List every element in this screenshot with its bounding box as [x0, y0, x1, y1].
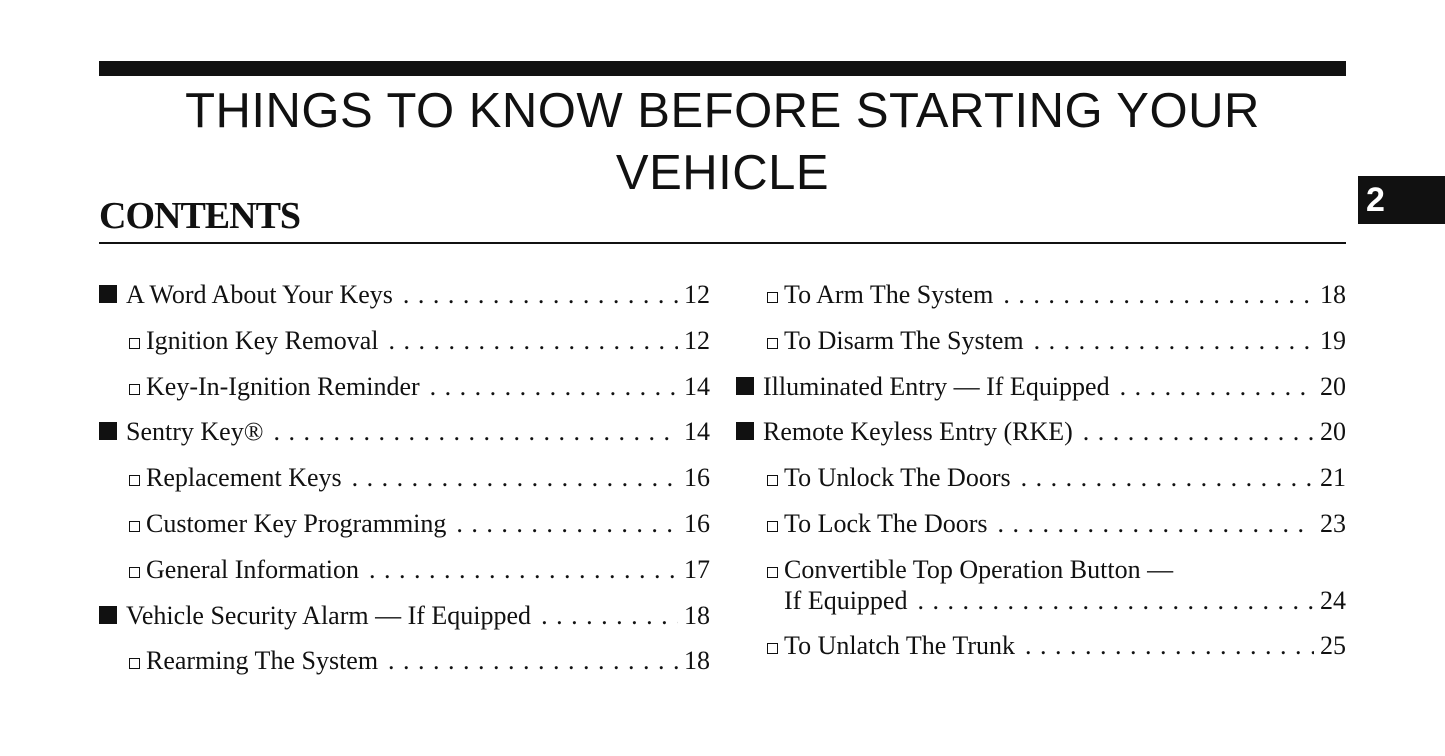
hollow-square-bullet-icon	[767, 338, 778, 349]
toc-entry[interactable]	[99, 642, 710, 688]
toc-entry-page: 12	[684, 280, 710, 309]
filled-square-bullet-icon	[99, 285, 117, 303]
toc-entry-page: 24	[1320, 585, 1346, 615]
toc-right-column	[736, 276, 1346, 673]
toc-entry-title: Illuminated Entry — If Equipped	[763, 371, 1110, 401]
toc-entry-page: 23	[1320, 508, 1346, 538]
toc-entry-title: General Information	[146, 554, 359, 584]
toc-entry-title: Ignition Key Removal	[146, 325, 379, 355]
toc-entry-page: 25	[1320, 630, 1346, 660]
toc-entry-page: 20	[1320, 371, 1346, 401]
toc-entry-page: 18	[684, 646, 710, 676]
dot-leader	[1083, 413, 1314, 451]
hollow-square-bullet-icon	[767, 643, 778, 654]
toc-entry[interactable]	[736, 459, 1346, 505]
dot-leader	[369, 551, 678, 589]
toc-entry-title: Vehicle Security Alarm — If Equipped	[126, 600, 532, 630]
toc-entry-page: 14	[684, 417, 710, 447]
dot-leader	[456, 505, 678, 543]
dot-leader	[1120, 368, 1314, 406]
hollow-square-bullet-icon	[129, 338, 140, 349]
toc-entry-page: 17	[684, 554, 710, 584]
toc-entry-title: Rearming The System	[146, 646, 379, 676]
toc-entry-page: 14	[684, 371, 710, 401]
filled-square-bullet-icon	[736, 377, 754, 395]
contents-heading: CONTENTS	[99, 195, 301, 237]
dot-leader	[403, 276, 678, 314]
toc-entry[interactable]	[99, 368, 710, 414]
contents-divider	[99, 242, 1346, 244]
toc-entry[interactable]	[736, 551, 1346, 627]
dot-leader	[1021, 459, 1314, 497]
hollow-square-bullet-icon	[129, 475, 140, 486]
toc-entry-page: 20	[1320, 417, 1346, 447]
toc-entry-title: To Unlock The Doors	[784, 463, 1011, 493]
header-rule-bar	[99, 61, 1346, 76]
hollow-square-bullet-icon	[129, 521, 140, 532]
toc-entry-page: 12	[684, 325, 710, 355]
toc-entry-title: To Unlatch The Trunk	[784, 630, 1015, 660]
toc-entry-title: Replacement Keys	[146, 463, 342, 493]
toc-entry-title: To Disarm The System	[784, 325, 1024, 355]
dot-leader	[389, 322, 678, 360]
toc-entry-title: Key-In-Ignition Reminder	[146, 371, 420, 401]
toc-entry-page: 18	[684, 600, 710, 630]
toc-entry[interactable]	[736, 505, 1346, 551]
toc-entry[interactable]	[99, 459, 710, 505]
toc-entry-title: To Lock The Doors	[784, 508, 988, 538]
chapter-title: THINGS TO KNOW BEFORE STARTING YOUR VEHICLE	[185, 84, 1260, 200]
chapter-number-tab[interactable]: 2	[1358, 176, 1445, 224]
hollow-square-bullet-icon	[767, 521, 778, 532]
toc-entry-page: 18	[1320, 280, 1346, 309]
toc-entry[interactable]	[99, 505, 710, 551]
dot-leader	[273, 413, 678, 451]
toc-entry-title: To Arm The System	[784, 280, 994, 309]
toc-entry[interactable]	[736, 413, 1346, 459]
dot-leader	[388, 642, 678, 680]
toc-entry[interactable]	[736, 322, 1346, 368]
filled-square-bullet-icon	[736, 422, 754, 440]
dot-leader	[430, 368, 678, 406]
toc-entry-title: A Word About Your Keys	[126, 280, 393, 309]
toc-entry-page: 19	[1320, 325, 1346, 355]
toc-entry-title-continued: If Equipped	[784, 585, 908, 615]
toc-entry-title: Sentry Key®	[126, 417, 264, 447]
toc-left-column	[99, 276, 710, 688]
toc-entry[interactable]	[736, 368, 1346, 414]
dot-leader	[1034, 322, 1314, 360]
toc-entry[interactable]	[99, 597, 710, 643]
toc-entry-title: Customer Key Programming	[146, 508, 447, 538]
toc-entry-page: 16	[684, 508, 710, 538]
toc-entry[interactable]	[99, 276, 710, 322]
dot-leader	[998, 505, 1315, 543]
toc-entry-title: Remote Keyless Entry (RKE)	[763, 417, 1073, 447]
toc-entry[interactable]	[99, 322, 710, 368]
toc-entry-title: Convertible Top Operation Button —	[784, 554, 1174, 584]
dot-leader	[352, 459, 678, 497]
filled-square-bullet-icon	[99, 422, 117, 440]
dot-leader	[917, 582, 1314, 620]
toc-entry-page: 21	[1320, 463, 1346, 493]
hollow-square-bullet-icon	[767, 292, 778, 303]
dot-leader	[1025, 627, 1314, 665]
dot-leader	[541, 597, 678, 635]
hollow-square-bullet-icon	[129, 658, 140, 669]
hollow-square-bullet-icon	[767, 475, 778, 486]
dot-leader	[1003, 276, 1314, 314]
hollow-square-bullet-icon	[767, 567, 778, 578]
toc-entry[interactable]	[99, 413, 710, 459]
toc-entry-page: 16	[684, 463, 710, 493]
toc-entry[interactable]	[736, 276, 1346, 322]
hollow-square-bullet-icon	[129, 384, 140, 395]
hollow-square-bullet-icon	[129, 567, 140, 578]
toc-entry[interactable]	[736, 627, 1346, 673]
toc-entry[interactable]	[99, 551, 710, 597]
filled-square-bullet-icon	[99, 606, 117, 624]
